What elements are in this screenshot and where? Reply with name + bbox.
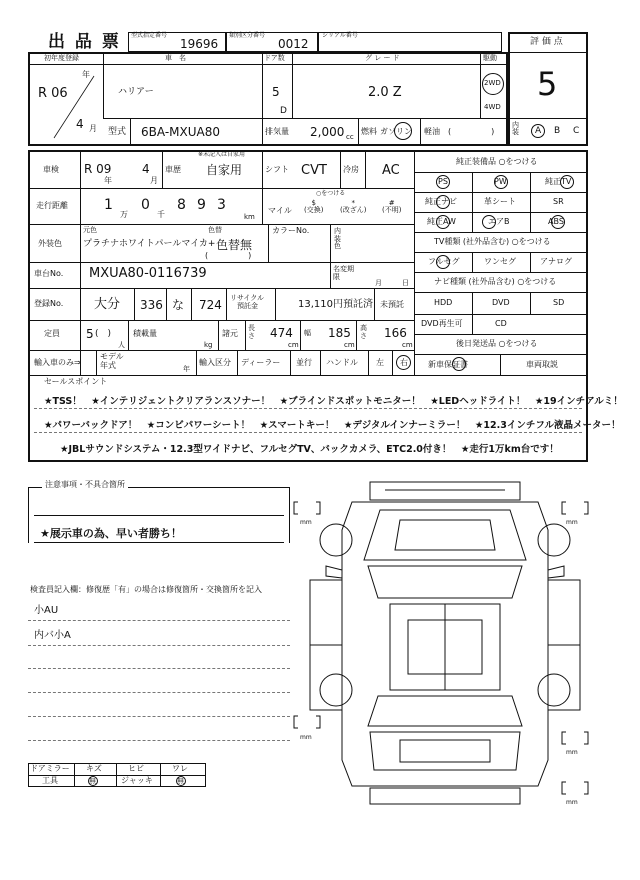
reg-label: 登録No. — [34, 299, 64, 308]
mileage-sen: 千 — [157, 210, 165, 219]
sales-label: セールスポイント — [44, 377, 108, 386]
car-damage-diagram — [290, 470, 600, 810]
reg-kana: な — [172, 298, 185, 312]
interior-b: B — [554, 126, 561, 136]
mileage-man: 万 — [120, 210, 128, 219]
dims-label: 諸元 — [222, 329, 238, 338]
recycle-status: 未預託 — [380, 300, 404, 309]
tire-fr-unit: mm — [566, 519, 578, 526]
mileage-digit-4: 9 — [197, 197, 206, 213]
car-name: ハリアー — [118, 87, 154, 97]
notes-text: ★展示車の為、早い者勝ち！ — [40, 527, 182, 540]
sales-line-3: ★JBLサウンドシステム・12.3型ワイドナビ、フルセグTV、バックカメラ、ETC2.0付き！ ★走行1万km台です！ — [60, 444, 559, 455]
reg-number: 724 — [199, 298, 222, 312]
right-label: 右 — [400, 358, 408, 367]
rating-label: 評 価 点 — [530, 37, 563, 47]
unknown-label: # (不明) — [382, 199, 402, 214]
height-value: 166 — [384, 326, 407, 340]
mileage-digit-2: 0 — [141, 197, 150, 213]
legend-kizu: キズ — [86, 764, 102, 773]
load-unit: kg — [204, 341, 213, 349]
legend-mirror: ドアミラー — [30, 764, 70, 773]
dvd-label: DVD再生可 — [421, 319, 463, 328]
inspection-month: 4 — [142, 162, 150, 176]
color-change-label: 色替 — [208, 226, 222, 234]
doors-label: ドア数 — [264, 54, 285, 62]
mileage-digit-1: 1 — [104, 197, 113, 213]
capacity-label: 定員 — [44, 329, 60, 338]
spare-unit: mm — [566, 799, 578, 806]
category-no: 0012 — [278, 37, 309, 51]
color-change-value: 色替無 — [216, 238, 253, 252]
circle-note: ○をつける — [316, 190, 346, 197]
reg-area: 大分 — [94, 297, 121, 312]
equip-pw: PW — [494, 177, 507, 186]
first-reg-label: 初年度登録 — [44, 54, 79, 62]
equip-ps: PS — [438, 177, 448, 186]
width-label: 幅 — [304, 329, 311, 337]
equip-abs: ABS — [548, 217, 564, 226]
interior-c: C — [573, 126, 580, 136]
model-year-unit: 年 — [183, 365, 190, 373]
interior-color-label: 内装色 — [334, 227, 341, 251]
displacement-unit: cc — [346, 133, 354, 141]
length-value: 474 — [270, 326, 293, 340]
equip-aw: 純正AW — [427, 217, 456, 226]
left-label: 左 — [376, 358, 384, 367]
original-color-value: プラチナホワイトパールマイカ+ — [83, 239, 216, 249]
drive-2wd: 2WD — [484, 79, 501, 87]
ac-value: AC — [382, 163, 400, 178]
model-cert-no: 19696 — [180, 37, 219, 51]
name-change-label: 名変期限 — [333, 265, 354, 282]
equip-sr: SR — [553, 197, 564, 206]
fuel-label: 燃料 — [361, 127, 377, 136]
color-change-paren: ( ) — [205, 251, 252, 260]
door-type: D — [280, 106, 287, 116]
equipment-header: 純正装備品 ○をつける — [456, 157, 538, 166]
handle-label: ハンドル — [326, 358, 358, 367]
width-unit: cm — [344, 341, 355, 349]
legend-jack: ジャッキ — [121, 776, 153, 785]
tire-rl-unit: mm — [300, 734, 312, 741]
dealer-label: ディーラー — [241, 358, 281, 367]
shift-value: CVT — [301, 163, 327, 178]
navi-dvd: DVD — [492, 298, 510, 307]
first-reg-year: R 06 — [38, 86, 68, 101]
equip-leather: 革シート — [484, 197, 516, 206]
legend-jack-value: 無 — [177, 777, 184, 785]
width-value: 185 — [328, 326, 351, 340]
fuel-paren: ( ) — [448, 127, 495, 136]
grade-value: 2.0 Z — [368, 85, 402, 100]
serial-label: シリアル番号 — [322, 32, 358, 39]
recycle-label: リサイクル 預託金 — [230, 294, 265, 311]
rating-value: 5 — [537, 65, 558, 103]
car-name-label: 車 名 — [165, 54, 186, 62]
history-label: 車歴 — [165, 165, 181, 174]
tamper-label: * (改ざん) — [340, 199, 367, 214]
ext-color-label: 外装色 — [38, 239, 62, 248]
inspector-line-2: 内バ小A — [34, 630, 71, 641]
later-warranty: 新車保証書 — [428, 360, 468, 369]
length-label: 長さ — [248, 324, 255, 340]
navi-sd: SD — [553, 298, 565, 307]
mileage-unit: km — [244, 213, 255, 221]
mileage-label: 走行距離 — [36, 201, 68, 210]
swap-label: $ (交換) — [304, 199, 324, 214]
equip-airbag: エアB — [488, 217, 510, 226]
height-label: 高さ — [360, 324, 367, 340]
tv-header: TV種類 (社外品含む) ○をつける — [434, 237, 551, 246]
ac-label: 冷房 — [343, 165, 359, 174]
capacity-value: 5 — [86, 327, 94, 341]
mileage-digit-5: 3 — [217, 197, 226, 213]
tv-analog: アナログ — [540, 257, 572, 266]
model-cert-label: 型式指定番号 — [131, 32, 168, 39]
notes-label: 注意事項・不具合箇所 — [42, 481, 128, 489]
interior-label: 内装 — [512, 121, 519, 136]
type-value: 6BA-MXUA80 — [141, 125, 220, 139]
page-title: 出 品 票 — [48, 32, 121, 52]
fuel-diesel: 軽油 — [424, 127, 440, 136]
mile-label: マイル — [268, 206, 292, 215]
equip-navi: 純正ナビ — [425, 197, 457, 206]
length-unit: cm — [288, 341, 299, 349]
type-label: 型式 — [108, 127, 127, 137]
category-label: 類別区分番号 — [229, 32, 266, 39]
inspection-month-unit: 月 — [150, 176, 158, 185]
mileage-digit-3: 8 — [177, 197, 186, 213]
reg-class: 336 — [140, 298, 163, 312]
interior-a: A — [535, 126, 542, 136]
drive-label: 駆動 — [483, 54, 497, 62]
inspection-year: R 09 — [84, 162, 112, 176]
doors-value: 5 — [272, 85, 280, 99]
inspection-label: 車検 — [43, 165, 59, 174]
name-change-month: 月 — [375, 279, 382, 287]
chassis-value: MXUA80-0116739 — [89, 266, 207, 281]
inspector-label: 検査員記入欄：修復歴「有」の場合は修復箇所・交換箇所を記入 — [30, 585, 262, 594]
color-no-label: カラーNo. — [272, 226, 310, 235]
tire-fl-unit: mm — [300, 519, 312, 526]
month-unit: 月 — [89, 124, 97, 133]
inspector-line-1: 小AU — [34, 605, 59, 616]
drive-4wd: 4WD — [484, 103, 501, 111]
shift-label: シフト — [265, 165, 289, 174]
capacity-paren: ( ) — [95, 329, 112, 339]
cd-label: CD — [495, 319, 507, 328]
later-manual: 車両取説 — [526, 360, 558, 369]
tire-rr-unit: mm — [566, 749, 578, 756]
displacement-label: 排気量 — [265, 127, 289, 136]
first-reg-month: 4 — [76, 117, 84, 131]
load-label: 積載量 — [133, 329, 157, 338]
import-label: 輸入車のみ⇒ — [34, 358, 81, 367]
legend-ware: ワレ — [172, 764, 188, 773]
name-change-day: 日 — [402, 279, 409, 287]
recycle-value: 13,110円預託済 — [298, 299, 373, 310]
legend-tool-value: 無 — [89, 777, 96, 785]
legend-tool: 工具 — [42, 776, 58, 785]
year-unit: 年 — [82, 70, 90, 79]
fuel-gas: ガソリン — [380, 127, 412, 136]
history-value: 自家用 — [206, 163, 243, 177]
legend-hibi: ヒビ — [128, 764, 144, 773]
equip-tv: 純正TV — [545, 177, 572, 186]
chassis-label: 車台No. — [34, 269, 64, 278]
model-year-label: モデル 年式 — [100, 352, 124, 370]
history-note: ※未記入は自家用 — [198, 151, 246, 158]
sales-line-1: ★TSS！ ★インテリジェントクリアランスソナー！ ★ブラインドスポットモニター！ ★LEDヘッドライト！ ★19インチアルミ！ — [44, 396, 623, 407]
import-div-label: 輸入区分 — [199, 358, 231, 367]
parallel-label: 並行 — [296, 358, 312, 367]
inspection-year-unit: 年 — [104, 176, 112, 185]
later-header: 後日発送品 ○をつける — [456, 339, 538, 348]
tv-fullseg: フルセグ — [428, 257, 460, 266]
sales-line-2: ★パワーバックドア！ ★コンビパワーシート！ ★スマートキー！ ★デジタルインナーミラー！ ★12.3インチフル液晶メーター！ — [44, 420, 621, 431]
navi-header: ナビ種類 (社外品含む) ○をつける — [434, 277, 557, 286]
displacement-value: 2,000 — [310, 125, 345, 139]
grade-label: グ レ ー ド — [365, 54, 400, 62]
capacity-unit: 人 — [118, 341, 125, 349]
tv-oneseg: ワンセグ — [484, 257, 516, 266]
height-unit: cm — [402, 341, 413, 349]
navi-hdd: HDD — [434, 298, 453, 307]
original-color-label: 元色 — [83, 226, 97, 234]
